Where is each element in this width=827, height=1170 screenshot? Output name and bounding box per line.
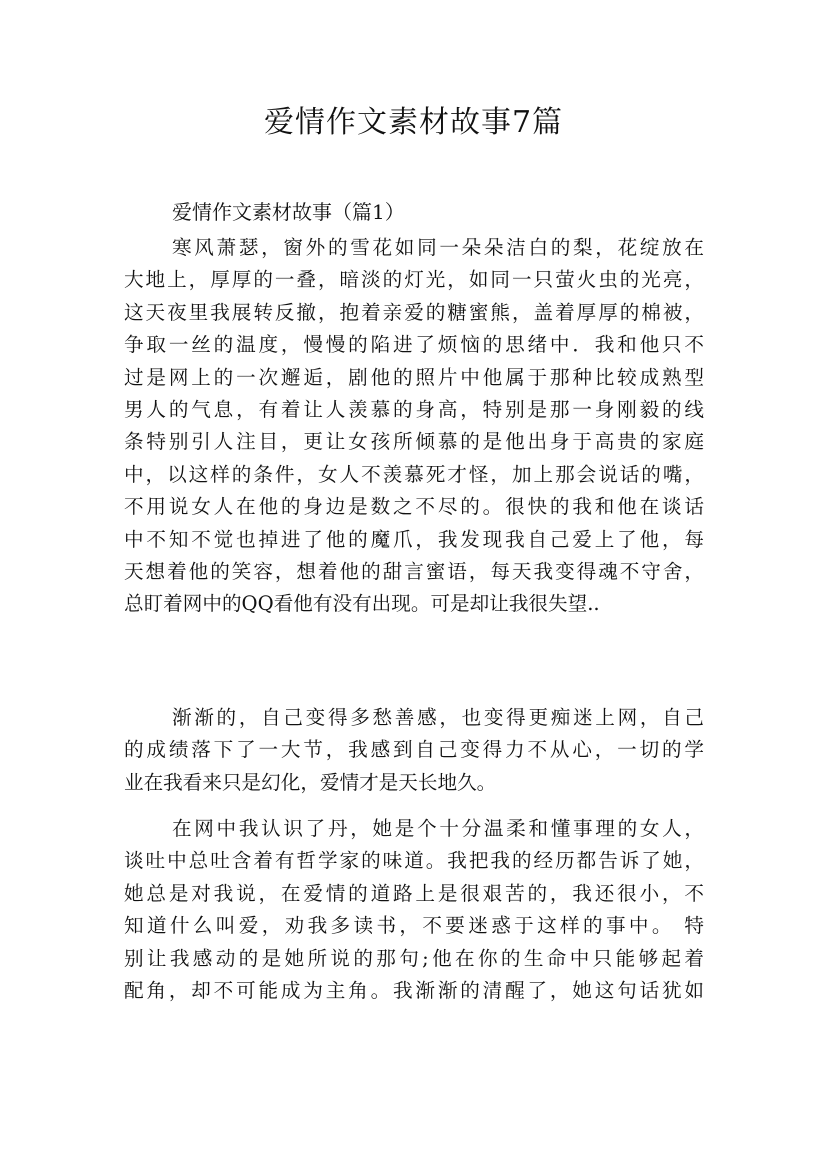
text-line: 大地上，厚厚的一叠，暗淡的灯光，如同一只萤火虫的光亮， xyxy=(124,268,704,292)
text-line: 天想着他的笑容，想着他的甜言蜜语，每天我变得魂不守舍， xyxy=(124,560,704,584)
text-line: 中不知不觉也掉进了他的魔爪，我发现我自己爱上了他，每 xyxy=(124,527,704,551)
text-line: 条特别引人注目，更让女孩所倾慕的是他出身于高贵的家庭 xyxy=(124,430,704,454)
text-line: 谈吐中总吐含着有哲学家的味道。我把我的经历都告诉了她， xyxy=(124,849,704,873)
text-line: 总盯着网中的QQ看他有没有出现。可是却让我很失望.. xyxy=(124,592,600,616)
text-line: 争取一丝的温度，慢慢的陷进了烦恼的思绪中．我和他只不 xyxy=(124,333,704,357)
text-line: 的成绩落下了一大节，我感到自己变得力不从心，一切的学 xyxy=(124,738,704,762)
text-line: 业在我看来只是幻化，爱情才是天长地久。 xyxy=(124,770,497,794)
paragraph-2 xyxy=(124,702,704,799)
text-line: 寒风萧瑟，窗外的雪花如同一朵朵洁白的梨，花绽放在 xyxy=(172,236,704,259)
paragraph-3 xyxy=(124,813,704,1007)
text-line: 过是网上的一次邂逅，剧他的照片中他属于那种比较成熟型 xyxy=(124,365,704,389)
text-line: 别让我感动的是她所说的那句;他在你的生命中只能够起着 xyxy=(124,946,704,970)
text-line: 中，以这样的条件，女人不羡慕死才怪，加上那会说话的嘴， xyxy=(124,462,704,486)
paragraph-1 xyxy=(124,232,704,621)
text-line: 不用说女人在他的身边是数之不尽的。很快的我和他在谈话 xyxy=(124,495,704,519)
text-line: 知道什么叫爱，劝我多读书，不要迷惑于这样的事中。 特 xyxy=(124,914,704,938)
text-line: 渐渐的，自己变得多愁善感，也变得更痴迷上网，自己 xyxy=(172,706,704,729)
text-line: 男人的气息，有着让人羡慕的身高，特别是那一身刚毅的线 xyxy=(124,398,704,422)
text-line: 配角，却不可能成为主角。我渐渐的清醒了，她这句话犹如 xyxy=(124,979,704,1003)
text-line: 她总是对我说，在爱情的道路上是很艰苦的，我还很小，不 xyxy=(124,881,704,905)
section-heading: 爱情作文素材故事（篇1） xyxy=(172,200,405,224)
document-title: 爱情作文素材故事7篇 xyxy=(263,105,564,140)
text-line: 在网中我认识了丹，她是个十分温柔和懂事理的女人， xyxy=(172,817,704,840)
text-line: 这天夜里我展转反撤，抱着亲爱的糖蜜熊，盖着厚厚的棉被， xyxy=(124,300,704,324)
